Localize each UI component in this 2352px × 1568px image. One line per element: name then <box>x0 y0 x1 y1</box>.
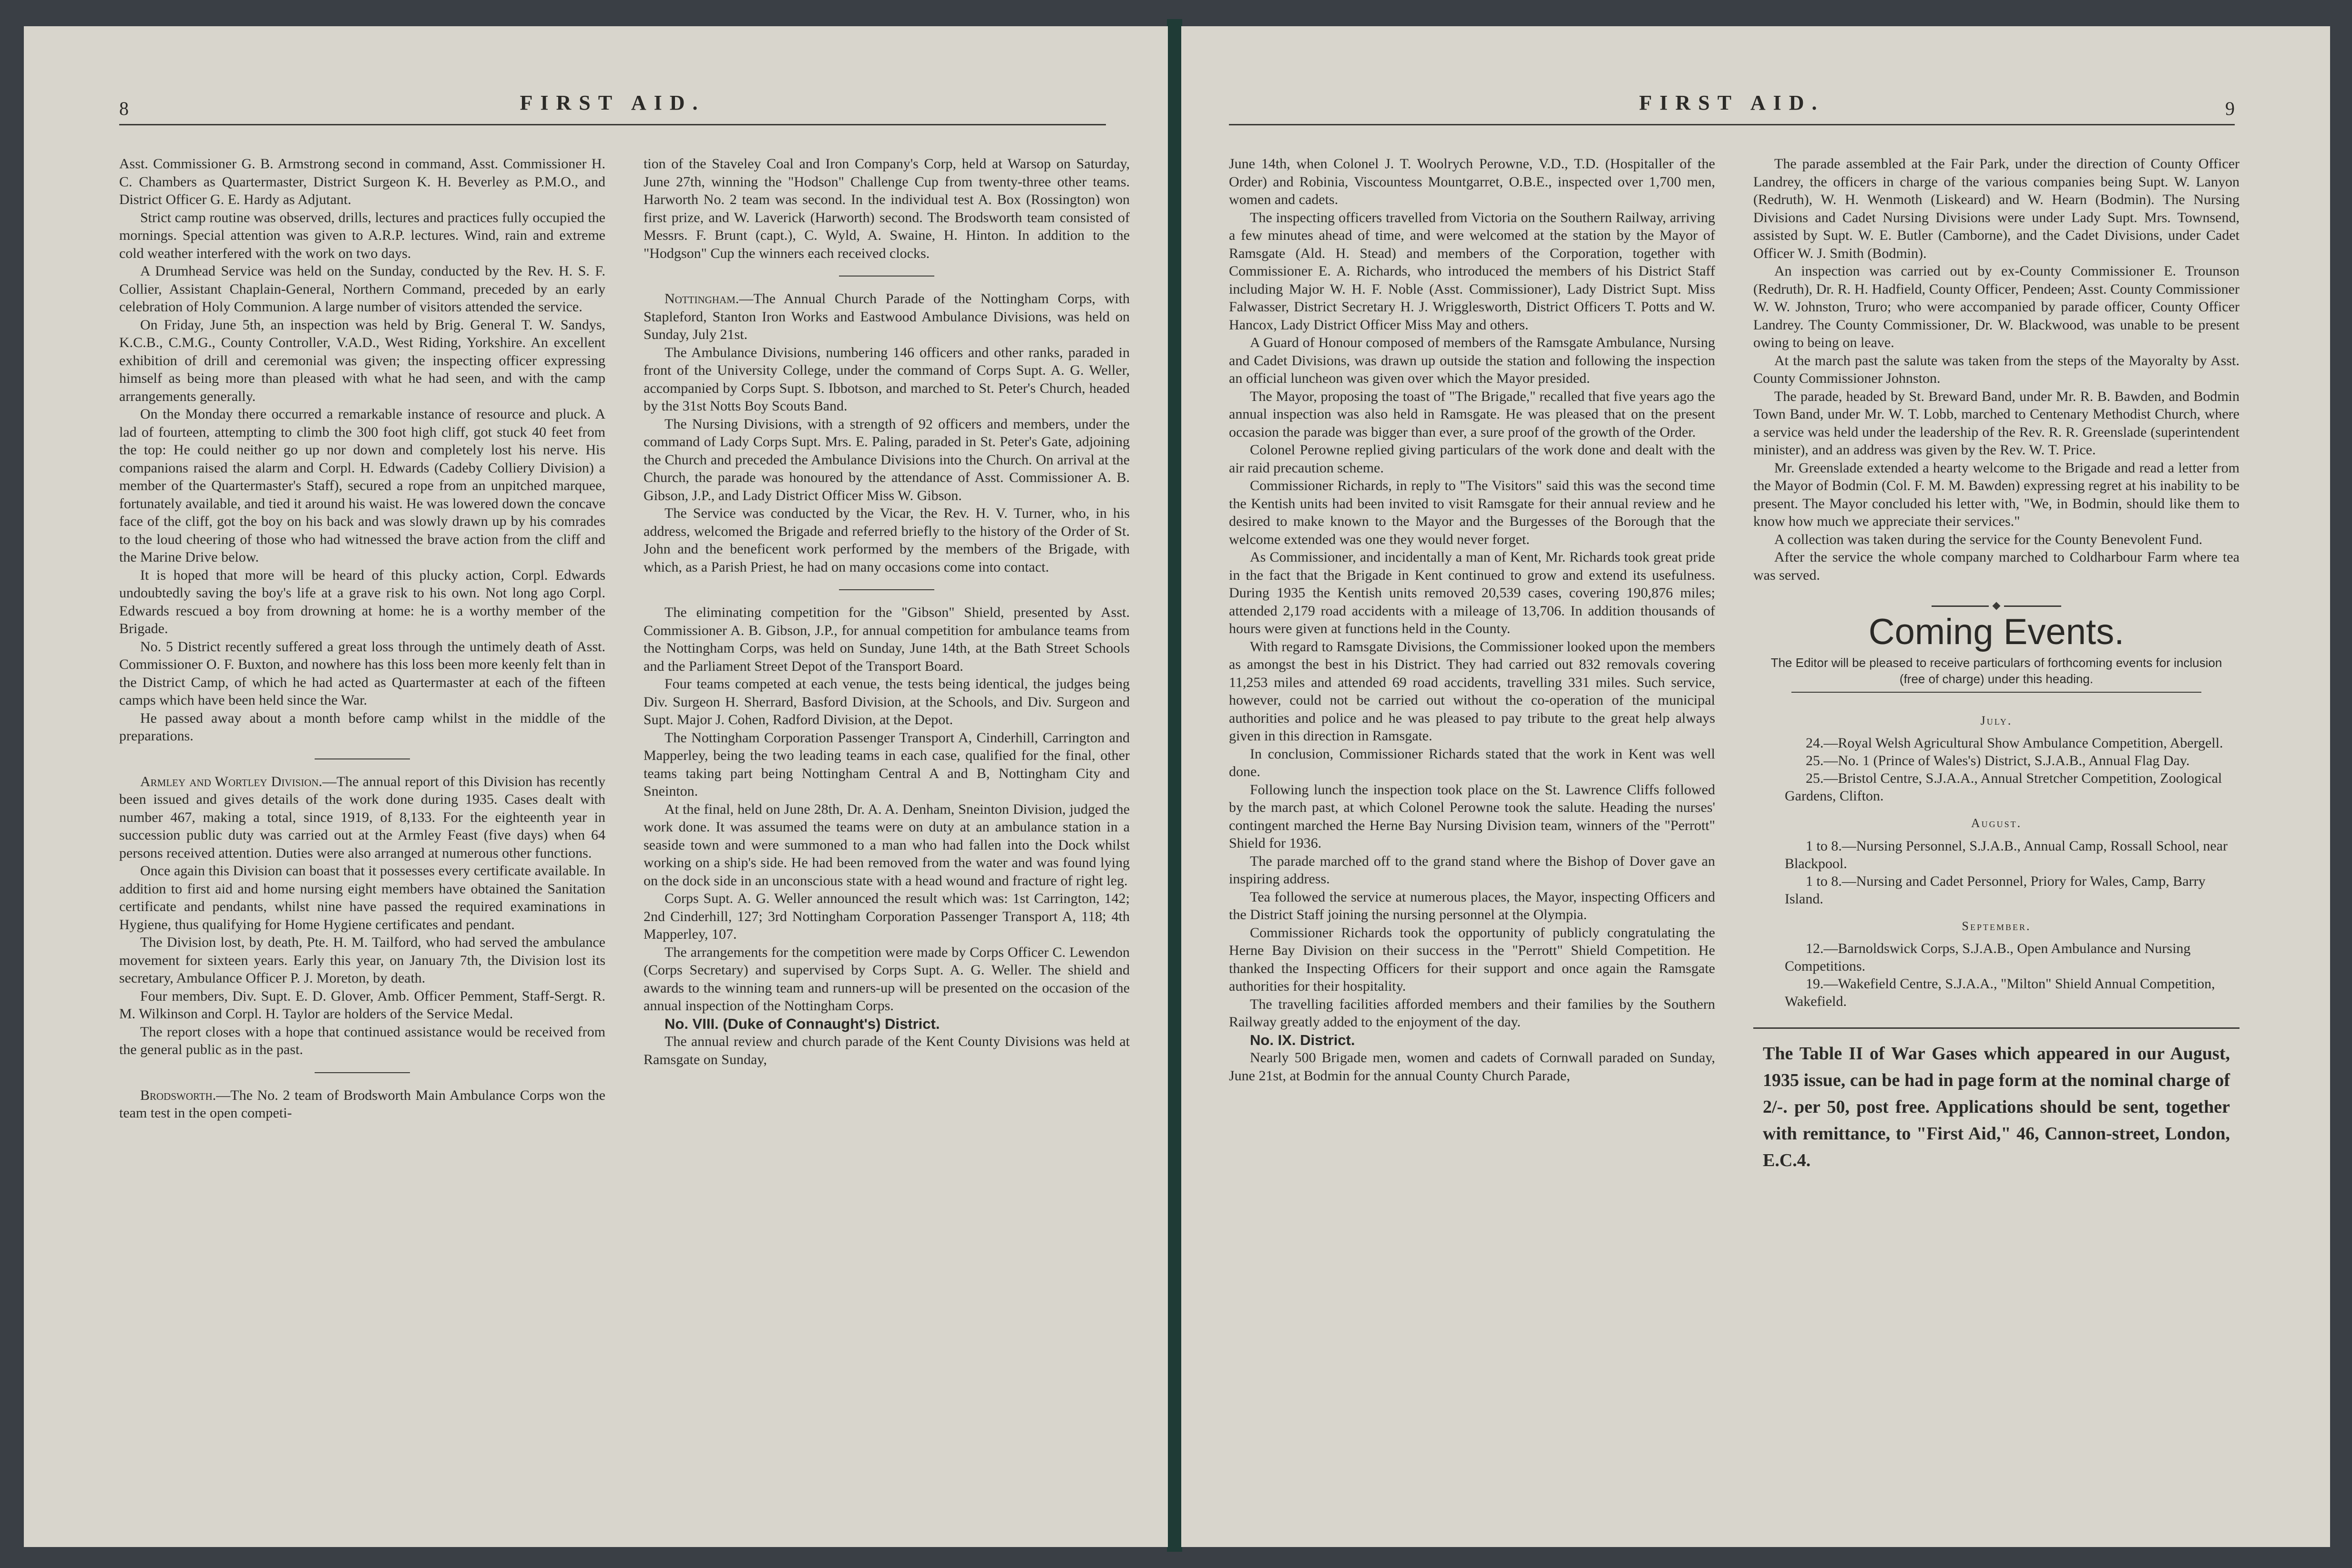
paragraph: It is hoped that more will be heard of this plucky action, Corpl. Edwards undoubtedly saving the boy's life at a grave risk to his own. Not long ago Corpl. Edwards rescued a boy from drowning at home: he is a worthy member of the Brigade. <box>119 567 605 636</box>
right-page <box>1181 26 2330 1547</box>
paragraph: At the final, held on June 28th, Dr. A. A. Denham, Sneinton Division, judged the work done. It was assumed the teams were on duty at an ambulance station in a seaside town and were summoned to a man who had fallen into the Dock whilst working on a ship's side. He had been removed from the water and was found lying on the dock side in an unconscious state with a head wound and fracture of right leg. <box>644 801 1130 889</box>
notice-rule <box>1753 1027 2240 1029</box>
coming-events-title: Coming Events. <box>1868 612 2125 652</box>
paragraph: A collection was taken during the service for the County Benevolent Fund. <box>1774 531 2203 547</box>
paragraph: June 14th, when Colonel J. T. Woolrych Perowne, V.D., T.D. (Hospitaller of the Order) and Robinia, Viscountess Mountgarret, O.B.E., inspected over 1,700 men, women and cadets. <box>1229 156 1715 207</box>
month-heading-july: July. <box>1980 713 2013 728</box>
paragraph: The parade assembled at the Fair Park, under the direction of County Officer Landrey, the officers in charge of the various companies being Supt. W. Lanyon (Redruth), W. H. Wenmoth (Liskeard) and W. Hearn (Bodmin). The Nursing Divisions and Cadet Nursing Divisions were under Lady Supt. Mrs. Townsend, assisted by Supt. W. E. Butler (Camborne), and the Cadet Divisions, under Cadet Officer W. J. Smith (Bodmin). <box>1753 156 2240 261</box>
paragraph: On the Monday there occurred a remarkable instance of resource and pluck. A lad of fourteen, attempting to climb the 300 foot high cliff, got stuck 40 feet from the top: He could neither go up nor down and completely lost his nerve. His companions raised the alarm and Corpl. H. Edwards (Cadeby Colliery Division) a member of the Quartermaster's Staff), secured a rope from an unpitched marquee, fortunately available, and tied it around his waist. He was lowered down the concave face of the cliff, got the boy on his back and was slowly drawn up by his comrades to the loud cheering of those who had witnessed the brave action from the cliff and the Marine Drive below. <box>119 406 605 565</box>
paragraph: Following lunch the inspection took place on the St. Lawrence Cliffs followed by the march past, at which Colonel Perowne took the salute. Heading the nurses' contingent marched the Herne Bay Nursing Division team, winners of the "Perrott" Shield for 1936. <box>1229 781 1715 851</box>
section-heading: Armley and Wortley Division. <box>140 773 322 789</box>
paragraph: With regard to Ramsgate Divisions, the Commissioner looked upon the members as amongst the best in his District. They had carried out 832 removals covering 11,253 miles and attended 69 road accidents, travelling 331 miles. Such service, however, could not be carried out without the co-operation of the municipal authorities and police and he was pleased to pay tribute to the great help always given in this direction in Ramsgate. <box>1229 638 1715 744</box>
section-divider <box>839 276 934 277</box>
right-column-2 <box>1753 155 2240 1174</box>
paragraph: After the service the whole company marched to Coldharbour Farm where tea was served. <box>1753 549 2240 583</box>
section-divider <box>315 758 410 759</box>
event-item: 25.—No. 1 (Prince of Wales's) District, S.J.A.B., Annual Flag Day. <box>1806 753 2190 769</box>
paragraph-text: —The No. 2 team of Brodsworth Main Ambulance Corps won the team test in the open competi- <box>119 1087 605 1121</box>
subtitle-rule <box>1791 692 2201 693</box>
paragraph: Asst. Commissioner G. B. Armstrong second in command, Asst. Commissioner H. C. Chambers as Quartermaster, District Surgeon K. H. Beverley as P.M.O., and District Officer G. E. Hardy as Adjutant. <box>119 156 605 207</box>
paragraph: The inspecting officers travelled from Victoria on the Southern Railway, arriving a few minutes ahead of time, and were welcomed at the station by the Mayor of Ramsgate (Ald. H. Stead) and members of the Corporation, together with Commissioner E. A. Richards, who introduced the members of his District Staff including Major W. H. F. Noble (Asst. Commissioner), Lady District Supt. Miss Falwasser, District Secretary H. J. Wrigglesworth, District Officers T. Potts and W. Hancox, Lady District Officer Miss May and others. <box>1229 209 1715 333</box>
paragraph: The annual review and church parade of the Kent County Divisions was held at Ramsgate on Sunday, <box>644 1034 1130 1067</box>
nottingham-paragraph <box>644 290 1130 344</box>
paragraph: Once again this Division can boast that it possesses every certificate available. In addition to first aid and home nursing eight members have obtained the Sanitation certificate and pendants, whilst nine have passed the required examinations in Hygiene, thus qualifying for Home Hygiene certificates and pendant. <box>119 863 605 933</box>
page-header <box>119 91 1106 125</box>
paragraph: On Friday, June 5th, an inspection was held by Brig. General T. W. Sandys, K.C.B., C.M.G., County Controller, V.A.D., West Riding, Yorkshire. An excellent exhibition of drill and ceremonial was given; the inspecting officer expressing himself as being more than pleased with what he had seen, and with the camp arrangements generally. <box>119 317 605 404</box>
district-heading: No. VIII. (Duke of Connaught's) District. <box>665 1015 940 1032</box>
paragraph: No. 5 District recently suffered a great loss through the untimely death of Asst. Commissioner O. F. Buxton, and nowhere has this loss been more keenly felt than in the District Camp, of which he had acted as Quartermaster at each of the fifteen camps which have been held since the War. <box>119 638 605 708</box>
page-header <box>1229 91 2235 125</box>
paragraph: The travelling facilities afforded members and their families by the Southern Railway greatly added to the enjoyment of the day. <box>1229 996 1715 1030</box>
left-column-1 <box>119 155 605 1122</box>
paragraph: The Division lost, by death, Pte. H. M. Tailford, who had served the ambulance movement for sixteen years. Early this year, on January 7th, the Division lost its secretary, Ambulance Officer P. J. Moreton, by death. <box>119 934 605 986</box>
event-item: 12.—Barnoldswick Corps, S.J.A.B., Open Ambulance and Nursing Competitions. <box>1785 941 2191 974</box>
section-divider <box>315 1072 410 1073</box>
paragraph: Commissioner Richards, in reply to "The Visitors" said this was the second time the Kentish units had been invited to visit Ramsgate for their annual review and he desired to make known to the Mayor and the Burgesses of the Borough that the welcome extended was one they would never forget. <box>1229 478 1715 547</box>
paragraph: The Mayor, proposing the toast of "The Brigade," recalled that five years ago the annual inspection was also held in Ramsgate. He was pleased that on the present occasion the parade was bigger than ever, a sure proof of the growth of the Order. <box>1229 388 1715 440</box>
paragraph: The parade marched off to the grand stand where the Bishop of Dover gave an inspiring address. <box>1229 853 1715 887</box>
left-page <box>24 26 1168 1547</box>
paragraph-text: —The annual report of this Division has recently been issued and gives details of the work done during 1935. Cases dealt with number 467, making a total, since 1919, of 8,133. For the eighteenth year in succession public duty was carried out at the Armley Feast (five days) when 64 persons received attention. Duties were also arranged at numerous other functions. <box>119 773 605 861</box>
paragraph: The report closes with a hope that continued assistance would be received from the general public as in the past. <box>119 1024 605 1057</box>
paragraph: The eliminating competition for the "Gibson" Shield, presented by Asst. Commissioner A. B. Gibson, J.P., for annual competition for ambulance teams from the Nottingham Corps, was held on Sunday, June 14th, at the Bath Street Schools and the Parliament Street Depot of the Transport Board. <box>644 605 1130 674</box>
paragraph: Four teams competed at each venue, the tests being identical, the judges being Div. Surgeon H. Sherrard, Basford Division, at the Schools, and Div. Surgeon and Supt. Major J. Cohen, Radford Division, at the Depot. <box>644 676 1130 728</box>
page-number: 8 <box>119 98 129 119</box>
paragraph: The arrangements for the competition were made by Corps Officer C. Lewendon (Corps Secretary) and supervised by Corps Supt. A. G. Weller. The shield and awards to the winning team and runners-up will be presented on the occasion of the annual inspection of the Nottingham Corps. <box>644 944 1130 1014</box>
event-item: 1 to 8.—Nursing Personnel, S.J.A.B., Annual Camp, Rossall School, near Blackpool. <box>1785 838 2228 871</box>
paragraph: Nearly 500 Brigade men, women and cadets of Cornwall paraded on Sunday, June 21st, at Bodmin for the annual County Church Parade, <box>1229 1050 1715 1084</box>
page-number: 9 <box>2225 98 2235 119</box>
section-divider <box>839 589 934 590</box>
brodsworth-paragraph <box>119 1086 605 1122</box>
paragraph: The Nursing Divisions, with a strength of 92 officers and members, under the command of Lady Corps Supt. Mrs. E. Paling, paraded in St. Peter's Gate, adjoining the Church and preceded the Ambulance Divisions into the Church. On arrival at the Church, the parade was honoured by the attendance of Asst. Commissioner A. B. Gibson, J.P., and Lady District Officer Miss W. Gibson. <box>644 416 1130 503</box>
ornamental-divider <box>1753 603 2240 609</box>
paragraph: The Nottingham Corporation Passenger Transport A, Cinderhill, Carrington and Mapperley, being the two leading teams in each case, qualified for the final, other teams taking part being Nottingham Central A and B, Nottingham City and Sneinton. <box>644 729 1130 799</box>
paragraph: As Commissioner, and incidentally a man of Kent, Mr. Richards took great pride in the fact that the Brigade in Kent continued to grow and extend its usefulness. During 1935 the Kentish units removed 20,539 cases, covering 190,876 miles; attended 2,179 road accidents with a mileage of 13,706. In addition thousands of hours were given at functions held in the County. <box>1229 549 1715 636</box>
right-column-1 <box>1229 155 1715 1085</box>
event-item: 24.—Royal Welsh Agricultural Show Ambulance Competition, Abergell. <box>1806 735 2223 751</box>
running-title: FIRST AID. <box>520 91 706 114</box>
paragraph: He passed away about a month before camp whilst in the middle of the preparations. <box>119 710 605 744</box>
paragraph: A Drumhead Service was held on the Sunday, conducted by the Rev. H. S. F. Collier, Assistant Chaplain-General, Northern Command, preceded by an early celebration of Holy Communion. A large number of visitors attended the service. <box>119 263 605 315</box>
section-heading: Brodsworth. <box>140 1087 216 1103</box>
paragraph: The Ambulance Divisions, numbering 146 officers and other ranks, paraded in front of the University College, under the command of Corps Supt. A. G. Weller, accompanied by Corps Supt. S. Ibbotson, and marched to St. Peter's Church, headed by the 31st Notts Boy Scouts Band. <box>644 344 1130 414</box>
running-title: FIRST AID. <box>1639 91 1825 114</box>
paragraph: In conclusion, Commissioner Richards stated that the work in Kent was well done. <box>1229 746 1715 779</box>
district-heading: No. IX. District. <box>1250 1031 1355 1048</box>
paragraph: The Service was conducted by the Vicar, the Rev. H. V. Turner, who, in his address, welcomed the Brigade and referred briefly to the history of the Order of St. John and the beneficent work performed by the members of the Brigade, with which, as a Parish Priest, he had on many occasions come into contact. <box>644 505 1130 575</box>
paragraph: Four members, Div. Supt. E. D. Glover, Amb. Officer Pemment, Staff-Sergt. R. M. Wilkinson and Corpl. H. Taylor are holders of the Service Medal. <box>119 988 605 1022</box>
paragraph: Mr. Greenslade extended a hearty welcome to the Brigade and read a letter from the Mayor of Bodmin (Col. F. M. M. Bawden) expressing regret at his inability to be present. The Mayor concluded his letter with, "We, in Bodmin, should like them to know how much we appreciate their services." <box>1753 460 2240 529</box>
paragraph: Strict camp routine was observed, drills, lectures and practices fully occupied the mornings. Special attention was given to A.R.P. lectures. Wind, rain and extreme cold weather interfered with the work on two days. <box>119 209 605 261</box>
paragraph: An inspection was carried out by ex-County Commissioner E. Trounson (Redruth), Dr. R. H. Hadfield, County Officer, Pendeen; Asst. County Commissioner W. W. Johnston, Truro; who were accompanied by parade officer, County Officer Landrey. The County Commissioner, Dr. W. Blackwood, was unable to be present owing to being on leave. <box>1753 263 2240 350</box>
paragraph: Corps Supt. A. G. Weller announced the result which was: 1st Carrington, 142; 2nd Cinderhill, 127; 3rd Nottingham Corporation Passenger Transport A, 118; 4th Mapperley, 107. <box>644 891 1130 942</box>
war-gases-notice: The Table II of War Gases which appeared in our August, 1935 issue, can be had in page form at the nominal charge of 2/-. per 50, post free. Applications should be sent, together with remittance, to "First Aid," 46, Cannon-street, London, E.C.4. <box>1763 1044 2230 1170</box>
section-heading: Nottingham. <box>665 291 739 307</box>
event-item: 1 to 8.—Nursing and Cadet Personnel, Priory for Wales, Camp, Barry Island. <box>1785 873 2206 907</box>
diamond-ornament-icon <box>1993 602 2001 610</box>
month-heading-september: September. <box>1962 919 2031 933</box>
paragraph: Commissioner Richards took the opportunity of publicly congratulating the Herne Bay Division on their success in the "Perrott" Shield Competition. He thanked the Inspecting Officers for their support and once again the Ramsgate authorities for their hospitality. <box>1229 924 1715 994</box>
paragraph: Colonel Perowne replied giving particulars of the work done and dealt with the air raid precaution scheme. <box>1229 442 1715 476</box>
month-heading-august: August. <box>1971 816 2022 830</box>
paragraph: At the march past the salute was taken from the steps of the Mayoralty by Asst. County Commissioner Johnston. <box>1753 352 2240 386</box>
armley-paragraph <box>119 773 605 862</box>
event-item: 19.—Wakefield Centre, S.J.A.A., "Milton" Shield Annual Competition, Wakefield. <box>1785 976 2215 1009</box>
left-column-2 <box>644 155 1130 1068</box>
coming-events-subtitle: The Editor will be pleased to receive particulars of forthcoming events for inclusion (free of charge) under this heading. <box>1770 655 2222 686</box>
event-item: 25.—Bristol Centre, S.J.A.A., Annual Stretcher Competition, Zoological Gardens, Clifton. <box>1785 770 2222 804</box>
paragraph: A Guard of Honour composed of members of the Ramsgate Ambulance, Nursing and Cadet Divisions, was drawn up outside the station and following the inspection an official luncheon was given over which the Mayor presided. <box>1229 335 1715 386</box>
paragraph: tion of the Staveley Coal and Iron Company's Corp, held at Warsop on Saturday, June 27th, winning the "Hodson" Challenge Cup from twenty-three other teams. Harworth No. 2 team was second. In the individual test A. Box (Rossington) won first prize, and W. Laverick (Harworth) second. The Brodsworth team consisted of Messrs. F. Brunt (capt.), C. Wyld, A. Swaine, H. Hinton. In addition to the "Hodgson" Cup the winners each received clocks. <box>644 156 1130 261</box>
book-spine <box>1167 19 1182 1552</box>
paragraph: Tea followed the service at numerous places, the Mayor, inspecting Officers and the District Staff joining the nursing personnel at the Olympia. <box>1229 889 1715 922</box>
paragraph-text: —The Annual Church Parade of the Nottingham Corps, with Stapleford, Stanton Iron Works and Eastwood Ambulance Divisions, was held on Sunday, July 21st. <box>644 291 1130 342</box>
paragraph: The parade, headed by St. Breward Band, under Mr. R. B. Bawden, and Bodmin Town Band, under Mr. W. T. Lobb, marched to Centenary Methodist Church, where a service was held under the leadership of the Rev. R. R. Greenslade (superintendent minister), and an address was given by the Rev. W. T. Price. <box>1753 388 2240 458</box>
